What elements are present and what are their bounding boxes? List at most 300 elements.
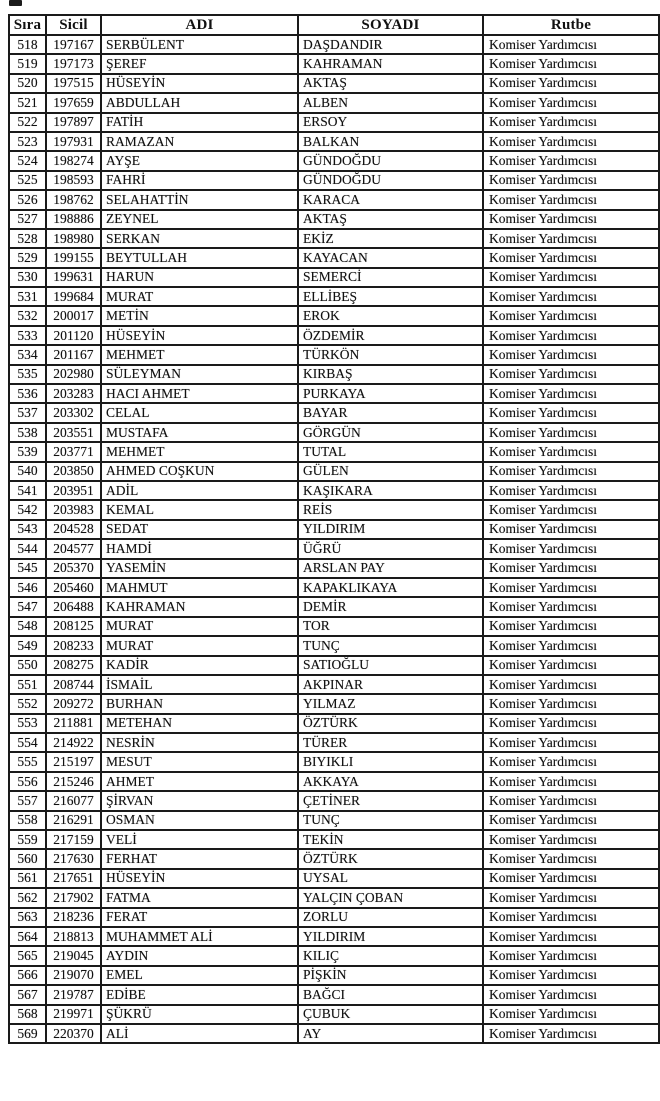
cell-sicil: 197659 [46,93,101,112]
cell-sira: 529 [9,248,46,267]
cell-adi: MUHAMMET ALİ [101,927,298,946]
cell-adi: SÜLEYMAN [101,365,298,384]
cell-sira: 525 [9,171,46,190]
table-row [9,791,659,810]
cell-rutbe: Komiser Yardımcısı [483,384,659,403]
table-row [9,849,659,868]
cell-adi: KADİR [101,656,298,675]
cell-sira: 524 [9,151,46,170]
cell-sira: 544 [9,539,46,558]
cell-sira: 522 [9,113,46,132]
cell-soyadi: AKTAŞ [298,210,483,229]
cell-soyadi: TUNÇ [298,811,483,830]
cell-sira: 555 [9,752,46,771]
cell-adi: FATİH [101,113,298,132]
cell-sicil: 219787 [46,985,101,1004]
cell-soyadi: SATIOĞLU [298,656,483,675]
cell-sira: 551 [9,675,46,694]
cell-adi: FERHAT [101,849,298,868]
cell-soyadi: KAŞIKARA [298,481,483,500]
cell-adi: BEYTULLAH [101,248,298,267]
cell-sicil: 211881 [46,714,101,733]
cell-sicil: 198274 [46,151,101,170]
cell-sira: 554 [9,733,46,752]
cell-adi: HACI AHMET [101,384,298,403]
cell-sicil: 218813 [46,927,101,946]
cell-soyadi: UYSAL [298,869,483,888]
cell-soyadi: ÇUBUK [298,1005,483,1024]
cell-adi: EDİBE [101,985,298,1004]
cell-adi: SELAHATTİN [101,190,298,209]
table-row [9,35,659,54]
cell-sicil: 217159 [46,830,101,849]
cell-adi: FAHRİ [101,171,298,190]
cell-adi: MEHMET [101,442,298,461]
table-row [9,636,659,655]
cell-adi: İSMAİL [101,675,298,694]
cell-adi: HARUN [101,268,298,287]
cell-soyadi: BIYIKLI [298,752,483,771]
cell-adi: ŞEREF [101,54,298,73]
table-row [9,462,659,481]
cell-sicil: 198762 [46,190,101,209]
cell-sira: 534 [9,345,46,364]
cell-adi: KAHRAMAN [101,597,298,616]
table-row [9,656,659,675]
cell-rutbe: Komiser Yardımcısı [483,733,659,752]
cell-soyadi: BAYAR [298,403,483,422]
cell-sira: 565 [9,946,46,965]
cell-adi: YASEMİN [101,559,298,578]
cell-adi: MURAT [101,636,298,655]
cell-rutbe: Komiser Yardımcısı [483,500,659,519]
cell-soyadi: YALÇIN ÇOBAN [298,888,483,907]
cell-sira: 548 [9,617,46,636]
cell-adi: AYDIN [101,946,298,965]
cell-sicil: 203283 [46,384,101,403]
table-row [9,927,659,946]
cell-sira: 556 [9,772,46,791]
cell-soyadi: ÖZTÜRK [298,849,483,868]
cell-adi: BURHAN [101,694,298,713]
cell-soyadi: YILDIRIM [298,520,483,539]
cell-soyadi: ALBEN [298,93,483,112]
cell-rutbe: Komiser Yardımcısı [483,93,659,112]
cell-soyadi: SEMERCİ [298,268,483,287]
cell-adi: MESUT [101,752,298,771]
table-row [9,326,659,345]
cell-adi: SERBÜLENT [101,35,298,54]
cell-rutbe: Komiser Yardımcısı [483,190,659,209]
table-row [9,365,659,384]
cell-soyadi: AY [298,1024,483,1043]
table-row [9,74,659,93]
table-row [9,617,659,636]
cell-sira: 567 [9,985,46,1004]
cell-sicil: 202980 [46,365,101,384]
cell-rutbe: Komiser Yardımcısı [483,985,659,1004]
table-row [9,210,659,229]
table-row [9,423,659,442]
cell-rutbe: Komiser Yardımcısı [483,210,659,229]
table-row [9,888,659,907]
cell-sira: 560 [9,849,46,868]
cell-rutbe: Komiser Yardımcısı [483,365,659,384]
cell-adi: EMEL [101,966,298,985]
cell-sira: 564 [9,927,46,946]
cell-sira: 543 [9,520,46,539]
cell-sicil: 217630 [46,849,101,868]
cell-rutbe: Komiser Yardımcısı [483,811,659,830]
table-row [9,54,659,73]
cell-sicil: 197173 [46,54,101,73]
cell-adi: SERKAN [101,229,298,248]
cell-sira: 552 [9,694,46,713]
cell-adi: MURAT [101,287,298,306]
table-row [9,500,659,519]
cell-rutbe: Komiser Yardımcısı [483,248,659,267]
cell-soyadi: YILMAZ [298,694,483,713]
cell-sira: 549 [9,636,46,655]
cell-sicil: 197515 [46,74,101,93]
table-row [9,345,659,364]
cell-rutbe: Komiser Yardımcısı [483,927,659,946]
cell-soyadi: BAĞCI [298,985,483,1004]
cell-sira: 539 [9,442,46,461]
cell-sicil: 201167 [46,345,101,364]
cell-sira: 528 [9,229,46,248]
cell-sira: 568 [9,1005,46,1024]
cell-sicil: 203983 [46,500,101,519]
cell-rutbe: Komiser Yardımcısı [483,791,659,810]
table-row [9,151,659,170]
cell-sira: 541 [9,481,46,500]
cell-adi: SEDAT [101,520,298,539]
cell-sira: 546 [9,578,46,597]
header-row [9,15,659,35]
cell-sicil: 203771 [46,442,101,461]
cell-rutbe: Komiser Yardımcısı [483,442,659,461]
table-row [9,772,659,791]
cell-rutbe: Komiser Yardımcısı [483,481,659,500]
table-row [9,442,659,461]
table-row [9,946,659,965]
cell-sicil: 198886 [46,210,101,229]
cell-soyadi: ÜĞRÜ [298,539,483,558]
cell-adi: MAHMUT [101,578,298,597]
table-header [9,15,659,35]
table-row [9,714,659,733]
cell-soyadi: KAPAKLIKAYA [298,578,483,597]
cell-rutbe: Komiser Yardımcısı [483,306,659,325]
cell-adi: KEMAL [101,500,298,519]
cell-soyadi: AKPINAR [298,675,483,694]
table-row [9,248,659,267]
cell-rutbe: Komiser Yardımcısı [483,74,659,93]
cell-sira: 563 [9,908,46,927]
cell-soyadi: AKTAŞ [298,74,483,93]
cell-sicil: 216077 [46,791,101,810]
cell-adi: AHMET [101,772,298,791]
cell-rutbe: Komiser Yardımcısı [483,830,659,849]
cell-rutbe: Komiser Yardımcısı [483,113,659,132]
table-row [9,985,659,1004]
cell-sicil: 217651 [46,869,101,888]
table-row [9,481,659,500]
cell-soyadi: ERSOY [298,113,483,132]
cell-rutbe: Komiser Yardımcısı [483,714,659,733]
cell-rutbe: Komiser Yardımcısı [483,636,659,655]
cell-soyadi: TÜRER [298,733,483,752]
cell-rutbe: Komiser Yardımcısı [483,423,659,442]
cell-soyadi: TUTAL [298,442,483,461]
column-header-soyadi: SOYADI [298,15,483,35]
cell-adi: MEHMET [101,345,298,364]
scan-artifact-mark [9,0,22,6]
cell-sicil: 209272 [46,694,101,713]
cell-sicil: 205370 [46,559,101,578]
cell-soyadi: DEMİR [298,597,483,616]
cell-soyadi: KILIÇ [298,946,483,965]
table-row [9,403,659,422]
cell-sicil: 219971 [46,1005,101,1024]
cell-sira: 518 [9,35,46,54]
cell-sicil: 215246 [46,772,101,791]
cell-rutbe: Komiser Yardımcısı [483,888,659,907]
cell-soyadi: DAŞDANDIR [298,35,483,54]
cell-sira: 562 [9,888,46,907]
cell-adi: ALİ [101,1024,298,1043]
table-body [9,35,659,1043]
cell-sicil: 197897 [46,113,101,132]
cell-adi: AYŞE [101,151,298,170]
cell-rutbe: Komiser Yardımcısı [483,966,659,985]
table-row [9,287,659,306]
cell-adi: MUSTAFA [101,423,298,442]
cell-sicil: 203951 [46,481,101,500]
cell-soyadi: KARACA [298,190,483,209]
cell-sira: 535 [9,365,46,384]
cell-rutbe: Komiser Yardımcısı [483,54,659,73]
cell-soyadi: TUNÇ [298,636,483,655]
table-row [9,306,659,325]
cell-rutbe: Komiser Yardımcısı [483,946,659,965]
cell-sira: 527 [9,210,46,229]
cell-adi: HÜSEYİN [101,869,298,888]
table-row [9,384,659,403]
table-row [9,190,659,209]
cell-sicil: 220370 [46,1024,101,1043]
cell-adi: AHMED COŞKUN [101,462,298,481]
cell-sira: 536 [9,384,46,403]
cell-sira: 521 [9,93,46,112]
cell-sira: 557 [9,791,46,810]
table-row [9,869,659,888]
table-row [9,1005,659,1024]
cell-adi: ŞÜKRÜ [101,1005,298,1024]
table-row [9,132,659,151]
cell-soyadi: TOR [298,617,483,636]
cell-rutbe: Komiser Yardımcısı [483,345,659,364]
cell-adi: METİN [101,306,298,325]
cell-sicil: 216291 [46,811,101,830]
cell-soyadi: KIRBAŞ [298,365,483,384]
cell-rutbe: Komiser Yardımcısı [483,462,659,481]
cell-soyadi: KAYACAN [298,248,483,267]
cell-adi: NESRİN [101,733,298,752]
cell-soyadi: AKKAYA [298,772,483,791]
cell-adi: FERAT [101,908,298,927]
cell-soyadi: ZORLU [298,908,483,927]
column-header-adi: ADI [101,15,298,35]
cell-sira: 566 [9,966,46,985]
cell-sicil: 204577 [46,539,101,558]
cell-sicil: 208125 [46,617,101,636]
column-header-rutbe: Rutbe [483,15,659,35]
cell-sicil: 199631 [46,268,101,287]
cell-rutbe: Komiser Yardımcısı [483,287,659,306]
table-row [9,908,659,927]
cell-soyadi: REİS [298,500,483,519]
cell-adi: VELİ [101,830,298,849]
cell-sira: 558 [9,811,46,830]
cell-soyadi: ARSLAN PAY [298,559,483,578]
cell-soyadi: ELLİBEŞ [298,287,483,306]
table-row [9,93,659,112]
cell-adi: OSMAN [101,811,298,830]
table-row [9,171,659,190]
cell-soyadi: GÜNDOĞDU [298,151,483,170]
cell-sicil: 218236 [46,908,101,927]
cell-sira: 542 [9,500,46,519]
cell-sicil: 215197 [46,752,101,771]
cell-sira: 550 [9,656,46,675]
cell-rutbe: Komiser Yardımcısı [483,539,659,558]
cell-sira: 540 [9,462,46,481]
cell-sira: 561 [9,869,46,888]
cell-sicil: 219045 [46,946,101,965]
cell-rutbe: Komiser Yardımcısı [483,132,659,151]
cell-sira: 537 [9,403,46,422]
cell-sicil: 205460 [46,578,101,597]
cell-sicil: 206488 [46,597,101,616]
table-row [9,559,659,578]
table-row [9,830,659,849]
cell-soyadi: GÖRGÜN [298,423,483,442]
cell-adi: METEHAN [101,714,298,733]
cell-sicil: 204528 [46,520,101,539]
cell-rutbe: Komiser Yardımcısı [483,1005,659,1024]
cell-sicil: 197167 [46,35,101,54]
cell-rutbe: Komiser Yardımcısı [483,520,659,539]
table-row [9,752,659,771]
cell-sira: 530 [9,268,46,287]
cell-rutbe: Komiser Yardımcısı [483,752,659,771]
cell-rutbe: Komiser Yardımcısı [483,675,659,694]
cell-sira: 553 [9,714,46,733]
cell-rutbe: Komiser Yardımcısı [483,869,659,888]
cell-adi: HAMDİ [101,539,298,558]
cell-rutbe: Komiser Yardımcısı [483,171,659,190]
cell-sira: 519 [9,54,46,73]
table-row [9,520,659,539]
table-row [9,733,659,752]
cell-rutbe: Komiser Yardımcısı [483,229,659,248]
cell-adi: ZEYNEL [101,210,298,229]
cell-sira: 547 [9,597,46,616]
table-row [9,811,659,830]
cell-soyadi: GÜNDOĞDU [298,171,483,190]
cell-sicil: 199155 [46,248,101,267]
cell-sicil: 203302 [46,403,101,422]
cell-soyadi: GÜLEN [298,462,483,481]
cell-sicil: 217902 [46,888,101,907]
table-row [9,966,659,985]
cell-adi: ADİL [101,481,298,500]
table-row [9,597,659,616]
cell-rutbe: Komiser Yardımcısı [483,35,659,54]
cell-adi: CELAL [101,403,298,422]
cell-soyadi: PURKAYA [298,384,483,403]
cell-sira: 523 [9,132,46,151]
column-header-sira: Sıra [9,15,46,35]
table-row [9,113,659,132]
column-header-sicil: Sicil [46,15,101,35]
cell-rutbe: Komiser Yardımcısı [483,151,659,170]
cell-rutbe: Komiser Yardımcısı [483,772,659,791]
cell-sicil: 197931 [46,132,101,151]
cell-sira: 520 [9,74,46,93]
cell-rutbe: Komiser Yardımcısı [483,908,659,927]
cell-rutbe: Komiser Yardımcısı [483,849,659,868]
cell-rutbe: Komiser Yardımcısı [483,268,659,287]
cell-adi: ABDULLAH [101,93,298,112]
cell-sira: 532 [9,306,46,325]
cell-soyadi: PİŞKİN [298,966,483,985]
cell-sicil: 199684 [46,287,101,306]
cell-sira: 559 [9,830,46,849]
table-row [9,229,659,248]
cell-sira: 533 [9,326,46,345]
cell-rutbe: Komiser Yardımcısı [483,656,659,675]
cell-soyadi: EKİZ [298,229,483,248]
cell-adi: HÜSEYİN [101,326,298,345]
cell-sicil: 201120 [46,326,101,345]
cell-rutbe: Komiser Yardımcısı [483,559,659,578]
table-row [9,268,659,287]
cell-sira: 526 [9,190,46,209]
cell-rutbe: Komiser Yardımcısı [483,597,659,616]
cell-adi: FATMA [101,888,298,907]
table-row [9,539,659,558]
table-row [9,1024,659,1043]
cell-sira: 531 [9,287,46,306]
table-row [9,675,659,694]
cell-soyadi: KAHRAMAN [298,54,483,73]
cell-soyadi: ÖZDEMİR [298,326,483,345]
cell-sira: 538 [9,423,46,442]
cell-sira: 545 [9,559,46,578]
cell-soyadi: EROK [298,306,483,325]
cell-soyadi: ÖZTÜRK [298,714,483,733]
cell-sicil: 214922 [46,733,101,752]
cell-soyadi: TEKİN [298,830,483,849]
cell-sicil: 203850 [46,462,101,481]
cell-soyadi: BALKAN [298,132,483,151]
cell-adi: HÜSEYİN [101,74,298,93]
cell-sicil: 200017 [46,306,101,325]
cell-rutbe: Komiser Yardımcısı [483,617,659,636]
